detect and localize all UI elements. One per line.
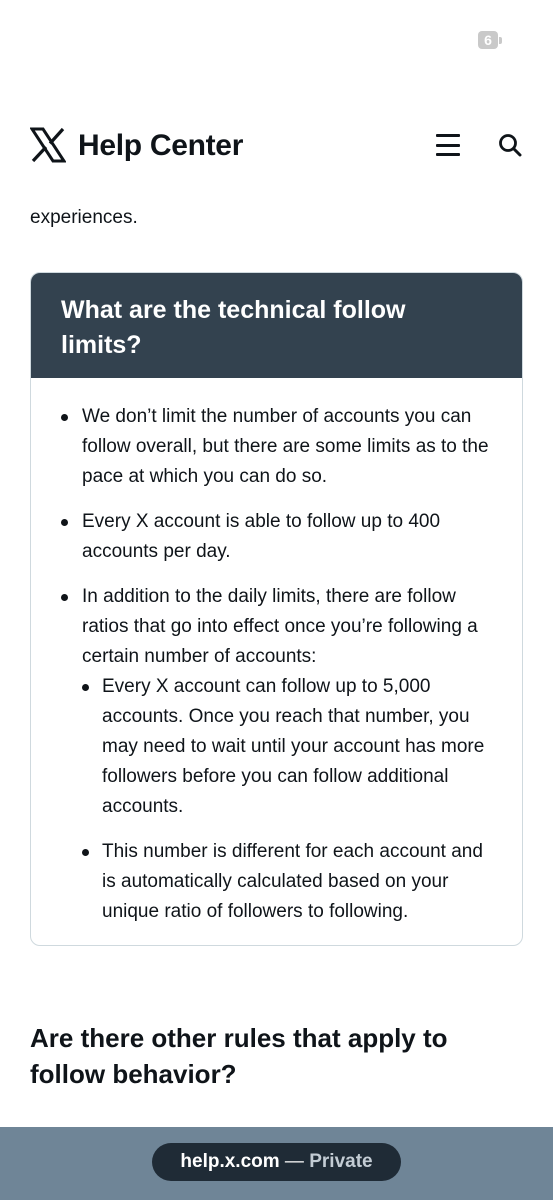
follow-limits-card (30, 272, 523, 946)
card-title: What are the technical follow limits? (61, 296, 406, 359)
nested-list-item (82, 837, 492, 927)
search-icon[interactable] (498, 133, 522, 157)
list-item-text: Every X account is able to follow up to 400 accounts per day. (82, 511, 441, 562)
menu-bar (436, 144, 460, 147)
hamburger-menu-icon[interactable] (436, 134, 460, 156)
battery-icon (478, 31, 498, 49)
list-item (61, 402, 492, 492)
browser-bottom-bar (0, 1127, 553, 1200)
battery-level: 6 (484, 32, 492, 48)
list-item (61, 507, 492, 567)
bullet-list (61, 402, 492, 927)
url-separator: — (279, 1151, 310, 1172)
list-item-text: In addition to the daily limits, there are follow ratios that go into effect once you’re following a certain number of accounts: (82, 586, 478, 667)
brand-title[interactable]: Help Center (78, 129, 244, 162)
intro-text: experiences. (30, 207, 138, 228)
nested-bullet-list (82, 672, 492, 927)
address-bar[interactable] (152, 1143, 401, 1181)
site-header (30, 120, 523, 174)
url-domain: help.x.com (180, 1151, 280, 1172)
x-logo-icon[interactable] (30, 127, 66, 163)
menu-bar (436, 134, 460, 137)
menu-bar (436, 153, 460, 156)
nested-list-item-text: Every X account can follow up to 5,000 accounts. Once you reach that number, you may need to wait until your account has more followers before you can follow additional accounts. (102, 676, 485, 817)
list-item-text: We don’t limit the number of accounts you can follow overall, but there are some limits as to the pace at which you can do so. (82, 406, 489, 487)
nested-list-item-text: This number is different for each account and is automatically calculated based on your unique ratio of followers to following. (102, 841, 483, 922)
card-body (31, 378, 522, 927)
status-bar (0, 0, 553, 80)
private-mode-label: Private (309, 1151, 373, 1172)
card-header (31, 273, 522, 378)
list-item (61, 582, 492, 927)
nested-list-item (82, 672, 492, 822)
section-heading: Are there other rules that apply to follow behavior? (30, 1023, 448, 1089)
battery-tip (499, 37, 502, 44)
